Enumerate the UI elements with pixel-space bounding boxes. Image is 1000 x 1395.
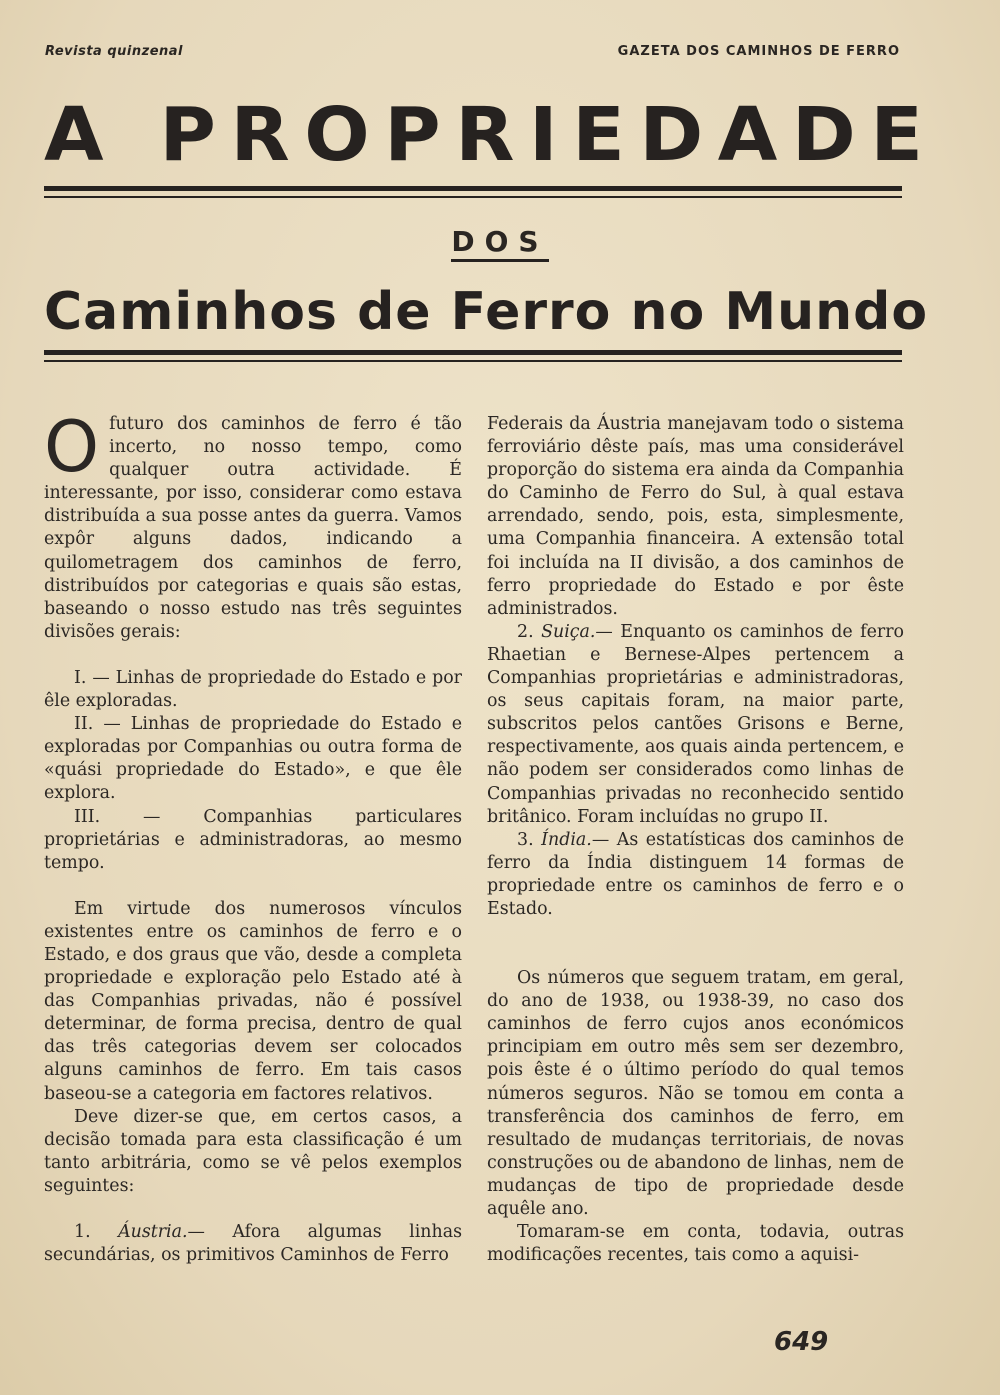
- example-austria: 1. Áustria.— Afora algumas linhas secundárias, os primitivos Caminhos de Ferro: [44, 1222, 462, 1266]
- list-item-3: III. — Companhias particulares proprietárias e administradoras, ao mesmo tempo.: [44, 806, 462, 873]
- list-item-1: I. — Linhas de propriedade do Estado e por êle exploradas.: [44, 667, 462, 712]
- paragraph: Deve dizer-se que, em certos casos, a decisão tomada para esta classificação é um tanto arbitrária, como se vê pelos exemplos seguintes:: [44, 1106, 462, 1196]
- example-india: 3. Índia.— As estatísticas dos caminhos de ferro da Índia distinguem 14 formas de propriedade entre os caminhos de ferro e o Estado.: [487, 829, 904, 919]
- right-column: [487, 413, 904, 1267]
- subtitle-rule-thin: [44, 360, 902, 362]
- intro-paragraph: Ofuturo dos caminhos de ferro é tão incerto, no nosso tempo, como qualquer outra actividade. É interessante, por isso, considerar como estava distribuída a sua posse antes da guerra. Vamos expôr alguns dados, indicando a quilometragem dos caminhos de ferro, distribuídos por categorias e quais são estas, baseando o nosso estudo nas três seguintes divisões gerais:: [44, 406, 462, 642]
- paragraph: Federais da Áustria manejavam todo o sistema ferroviário dêste país, mas uma considerável proporção do sistema era ainda da Companhia do Caminho de Ferro do Sul, à qual estava arrendado, sendo, pois, esta, simplesmente, uma Companhia financeira. A extensão total foi incluída na II divisão, a dos caminhos de ferro propriedade do Estado e por êste administrados.: [487, 414, 904, 619]
- page-number: 649: [774, 1327, 829, 1357]
- list-item-2: II. — Linhas de propriedade do Estado e exploradas por Companhias ou outra forma de «quási propriedade do Estado», e que êle explora.: [44, 714, 462, 804]
- title-rule-thick: [44, 186, 902, 191]
- title-rule-thin: [44, 196, 902, 198]
- paragraph: Os números que seguem tratam, em geral, do ano de 1938, ou 1938-39, no caso dos caminhos de ferro cujos anos económicos principiam em outro mês sem ser dezembro, pois êste é o último período do qual temos números seguros. Não se tomou em conta a transferência dos caminhos de ferro, em resultado de mudanças territoriais, de novas construções ou de abandono de linhas, nem de mudanças de tipo de propriedade desde aquêle ano.: [487, 968, 904, 1219]
- paragraph: Tomaram-se em conta, todavia, outras modificações recentes, tais como a aquisi-: [487, 1222, 904, 1266]
- left-column: [44, 406, 462, 1267]
- running-header-left: Revista quinzenal: [45, 44, 183, 59]
- subtitle-rule-thick: [44, 350, 902, 355]
- paragraph: Em virtude dos numerosos vínculos existentes entre os caminhos de ferro e o Estado, e dos graus que vão, desde a completa propriedade e exploração pelo Estado até à das Companhias privadas, não é possível determinar, de forma precisa, dentro de qual das três categorias devem ser colocados alguns caminhos de ferro. Em tais casos baseou-se a categoria em factores relativos.: [44, 898, 462, 1104]
- article-title: A PROPRIEDADE: [44, 92, 938, 178]
- title-connector: DOS: [0, 225, 1000, 258]
- drop-cap: O: [44, 406, 100, 488]
- example-suica: 2. Suiça.— Enquanto os caminhos de ferro Rhaetian e Bernese-Alpes pertencem a Companhias proprietárias e administradoras, os seus capitais foram, na maior parte, subscritos pelos cantões Grisons e Berne, respectivamente, aos quais ainda pertencem, e não podem ser considerados como linhas de Companhias privadas no reconhecido sentido britânico. Foram incluídas no grupo II.: [487, 621, 905, 827]
- article-subtitle: Caminhos de Ferro no Mundo: [44, 282, 929, 342]
- running-header-right: GAZETA DOS CAMINHOS DE FERRO: [617, 44, 900, 59]
